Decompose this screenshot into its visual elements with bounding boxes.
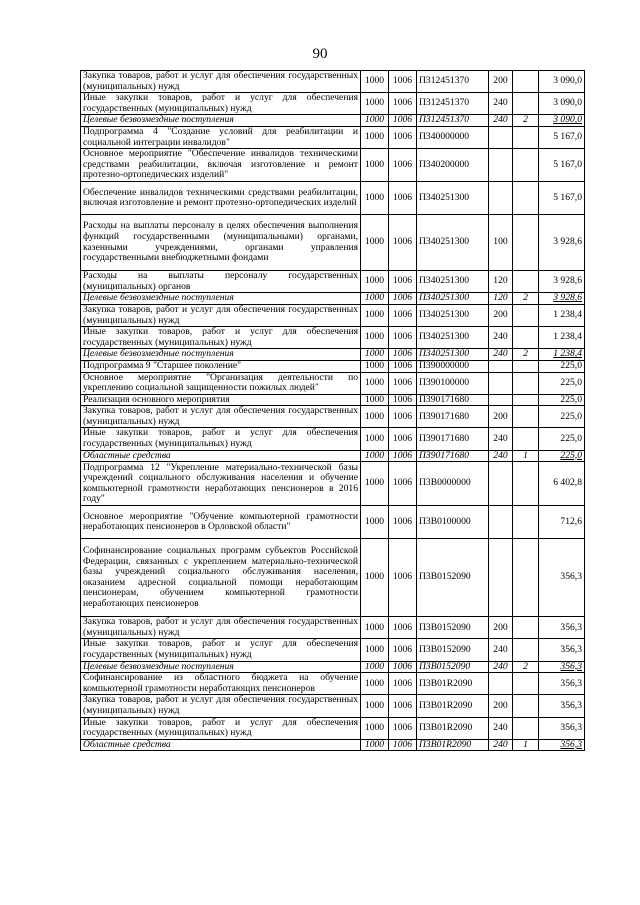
row-section: 1000 [361,462,389,506]
row-funding-source [513,327,539,349]
row-amount: 356,3 [539,673,585,695]
row-target-article: П340251300 [417,271,489,293]
row-section: 1000 [361,661,389,673]
row-funding-source: 2 [513,293,539,305]
row-name: Подпрограмма 9 "Старшее поколение" [81,360,361,372]
row-target-article: П340251300 [417,293,489,305]
row-amount: 3 928,6 [539,293,585,305]
row-name: Целевые безвозмездные поступления [81,293,361,305]
row-amount: 356,3 [539,739,585,751]
table-row [81,739,585,751]
table-row [81,394,585,406]
table-row [81,126,585,148]
row-subsection: 1006 [389,115,417,127]
row-name: Областные средства [81,450,361,462]
table-row [81,661,585,673]
row-section: 1000 [361,739,389,751]
row-subsection: 1006 [389,271,417,293]
row-subsection: 1006 [389,93,417,115]
row-target-article: П3В01R2090 [417,673,489,695]
row-funding-source [513,617,539,639]
row-target-article: П3В01R2090 [417,695,489,717]
row-section: 1000 [361,215,389,271]
row-expense-type [489,149,513,182]
row-funding-source [513,360,539,372]
row-expense-type: 200 [489,617,513,639]
row-expense-type: 100 [489,215,513,271]
row-funding-source [513,271,539,293]
row-funding-source [513,71,539,93]
row-target-article: П390100000 [417,372,489,394]
table-row [81,115,585,127]
row-target-article: П312451370 [417,71,489,93]
row-expense-type: 240 [489,739,513,751]
row-subsection: 1006 [389,506,417,539]
table-row [81,293,585,305]
row-expense-type: 240 [489,639,513,661]
row-subsection: 1006 [389,661,417,673]
row-funding-source [513,93,539,115]
row-amount: 5 167,0 [539,149,585,182]
row-funding-source: 2 [513,349,539,361]
row-funding-source [513,462,539,506]
row-target-article: П390000000 [417,360,489,372]
row-amount: 356,3 [539,717,585,739]
row-amount: 356,3 [539,695,585,717]
row-section: 1000 [361,327,389,349]
row-name: Целевые безвозмездные поступления [81,349,361,361]
row-section: 1000 [361,394,389,406]
table-row [81,617,585,639]
row-section: 1000 [361,71,389,93]
table-row [81,717,585,739]
table-row [81,406,585,428]
row-target-article: П3В01R2090 [417,717,489,739]
row-name: Подпрограмма 12 "Укрепление материально-технической базы учреждений социального обслуживания населения и обучение компьютерной грамотности неработающих пенсионеров в 2016 году" [81,462,361,506]
row-amount: 225,0 [539,372,585,394]
row-subsection: 1006 [389,304,417,326]
row-amount: 1 238,4 [539,327,585,349]
row-target-article: П312451370 [417,93,489,115]
table-row [81,695,585,717]
row-target-article: П340251300 [417,327,489,349]
row-name: Закупка товаров, работ и услуг для обеспечения государственных (муниципальных) нужд [81,304,361,326]
row-amount: 356,3 [539,617,585,639]
row-target-article: П3В0152090 [417,617,489,639]
row-name: Иные закупки товаров, работ и услуг для обеспечения государственных (муниципальных) нужд [81,93,361,115]
row-expense-type [489,360,513,372]
row-target-article: П3В0152090 [417,661,489,673]
row-amount: 6 402,8 [539,462,585,506]
table-row [81,149,585,182]
row-amount: 5 167,0 [539,182,585,215]
row-name: Иные закупки товаров, работ и услуг для обеспечения государственных (муниципальных) нужд [81,327,361,349]
row-expense-type: 200 [489,71,513,93]
row-target-article: П3В01R2090 [417,739,489,751]
table-row [81,506,585,539]
row-amount: 356,3 [539,661,585,673]
table-row [81,327,585,349]
row-funding-source [513,304,539,326]
row-expense-type: 240 [489,349,513,361]
row-name: Закупка товаров, работ и услуг для обеспечения государственных (муниципальных) нужд [81,617,361,639]
row-subsection: 1006 [389,372,417,394]
row-expense-type: 240 [489,93,513,115]
row-amount: 712,6 [539,506,585,539]
row-name: Основное мероприятие "Организация деятельности по укреплению социальной защищенности пожилых людей" [81,372,361,394]
row-section: 1000 [361,506,389,539]
row-expense-type [489,126,513,148]
row-subsection: 1006 [389,450,417,462]
row-name: Иные закупки товаров, работ и услуг для обеспечения государственных (муниципальных) нужд [81,639,361,661]
row-expense-type [489,673,513,695]
row-expense-type: 200 [489,695,513,717]
table-row [81,372,585,394]
row-section: 1000 [361,93,389,115]
row-subsection: 1006 [389,149,417,182]
row-section: 1000 [361,149,389,182]
row-expense-type: 240 [489,661,513,673]
row-name: Основное мероприятие "Обучение компьютерной грамотности неработающих пенсионеров в Орловской области" [81,506,361,539]
row-name: Софинансирование из областного бюджета на обучение компьютерной грамотности неработающих пенсионеров [81,673,361,695]
table-row [81,271,585,293]
row-expense-type: 240 [489,428,513,450]
table-row [81,71,585,93]
budget-table-body [81,71,585,751]
row-subsection: 1006 [389,293,417,305]
row-section: 1000 [361,304,389,326]
table-row [81,539,585,617]
row-section: 1000 [361,450,389,462]
row-expense-type [489,539,513,617]
row-section: 1000 [361,617,389,639]
row-subsection: 1006 [389,428,417,450]
row-section: 1000 [361,349,389,361]
row-section: 1000 [361,360,389,372]
row-funding-source [513,406,539,428]
row-subsection: 1006 [389,71,417,93]
row-funding-source [513,372,539,394]
row-funding-source [513,506,539,539]
row-funding-source: 1 [513,739,539,751]
row-amount: 3 090,0 [539,93,585,115]
row-amount: 3 928,6 [539,215,585,271]
row-expense-type [489,182,513,215]
row-target-article: П340251300 [417,304,489,326]
row-expense-type [489,372,513,394]
row-target-article: П390171680 [417,428,489,450]
row-expense-type: 240 [489,717,513,739]
row-name: Софинансирование социальных программ субъектов Российской Федерации, связанных с укреплением материально-технической базы учреждений социального обслуживания населения, оказанием адресной социальной помощи неработающим пенсионерам, обучением компьютерной грамотности неработающих пенсионеров [81,539,361,617]
table-row [81,428,585,450]
table-row [81,639,585,661]
row-target-article: П3В0100000 [417,506,489,539]
row-amount: 356,3 [539,639,585,661]
row-funding-source [513,182,539,215]
row-expense-type: 120 [489,271,513,293]
row-amount: 225,0 [539,450,585,462]
row-section: 1000 [361,539,389,617]
row-name: Основное мероприятие "Обеспечение инвалидов техническими средствами реабилитации, включая изготовление и ремонт протезно-ортопедических изделий" [81,149,361,182]
row-expense-type [489,394,513,406]
row-target-article: П3В0000000 [417,462,489,506]
row-amount: 3 928,6 [539,271,585,293]
row-target-article: П390171680 [417,394,489,406]
row-name: Подпрограмма 4 "Создание условий для реабилитации и социальной интеграции инвалидов" [81,126,361,148]
table-row [81,360,585,372]
row-expense-type [489,462,513,506]
table-row [81,93,585,115]
row-amount: 225,0 [539,394,585,406]
row-subsection: 1006 [389,126,417,148]
row-name: Областные средства [81,739,361,751]
table-row [81,215,585,271]
row-name: Закупка товаров, работ и услуг для обеспечения государственных (муниципальных) нужд [81,71,361,93]
row-subsection: 1006 [389,349,417,361]
row-target-article: П3В0152090 [417,539,489,617]
row-funding-source: 1 [513,450,539,462]
row-section: 1000 [361,126,389,148]
table-row [81,450,585,462]
row-section: 1000 [361,372,389,394]
row-section: 1000 [361,673,389,695]
row-subsection: 1006 [389,673,417,695]
row-amount: 225,0 [539,406,585,428]
row-section: 1000 [361,271,389,293]
row-name: Расходы на выплаты персоналу государственных (муниципальных) органов [81,271,361,293]
table-row [81,462,585,506]
row-amount: 1 238,4 [539,349,585,361]
row-funding-source [513,639,539,661]
row-funding-source [513,215,539,271]
row-target-article: П340251300 [417,215,489,271]
row-name: Расходы на выплаты персоналу в целях обеспечения выполнения функций государственными (муниципальными) органами, казенными учреждениями, органами управления государственными внебюджетными фондами [81,215,361,271]
row-name: Закупка товаров, работ и услуг для обеспечения государственных (муниципальных) нужд [81,695,361,717]
row-subsection: 1006 [389,215,417,271]
row-funding-source [513,428,539,450]
row-section: 1000 [361,406,389,428]
row-funding-source [513,149,539,182]
row-amount: 356,3 [539,539,585,617]
row-target-article: П340251300 [417,182,489,215]
row-amount: 5 167,0 [539,126,585,148]
row-subsection: 1006 [389,462,417,506]
row-subsection: 1006 [389,617,417,639]
table-row [81,304,585,326]
row-funding-source [513,126,539,148]
row-target-article: П340251300 [417,349,489,361]
row-funding-source [513,717,539,739]
row-funding-source: 2 [513,115,539,127]
row-subsection: 1006 [389,739,417,751]
row-funding-source: 2 [513,661,539,673]
row-amount: 225,0 [539,428,585,450]
row-amount: 1 238,4 [539,304,585,326]
row-target-article: П3В0152090 [417,639,489,661]
row-amount: 3 090,0 [539,71,585,93]
row-target-article: П390171680 [417,450,489,462]
row-target-article: П340000000 [417,126,489,148]
row-section: 1000 [361,428,389,450]
row-subsection: 1006 [389,327,417,349]
row-amount: 225,0 [539,360,585,372]
row-subsection: 1006 [389,717,417,739]
row-funding-source [513,539,539,617]
row-name: Иные закупки товаров, работ и услуг для обеспечения государственных (муниципальных) нужд [81,717,361,739]
table-row [81,673,585,695]
table-row [81,349,585,361]
row-expense-type: 240 [489,450,513,462]
row-section: 1000 [361,293,389,305]
row-expense-type [489,506,513,539]
row-funding-source [513,695,539,717]
row-section: 1000 [361,639,389,661]
row-target-article: П312451370 [417,115,489,127]
budget-table [80,70,585,751]
row-name: Целевые безвозмездные поступления [81,115,361,127]
row-expense-type: 200 [489,406,513,428]
row-section: 1000 [361,717,389,739]
row-name: Реализация основного мероприятия [81,394,361,406]
page-number: 90 [312,46,328,62]
row-funding-source [513,673,539,695]
row-section: 1000 [361,182,389,215]
row-target-article: П340200000 [417,149,489,182]
row-expense-type: 240 [489,115,513,127]
row-subsection: 1006 [389,639,417,661]
row-subsection: 1006 [389,182,417,215]
table-row [81,182,585,215]
row-name: Целевые безвозмездные поступления [81,661,361,673]
row-funding-source [513,394,539,406]
row-subsection: 1006 [389,394,417,406]
row-name: Закупка товаров, работ и услуг для обеспечения государственных (муниципальных) нужд [81,406,361,428]
row-section: 1000 [361,695,389,717]
row-section: 1000 [361,115,389,127]
row-name: Иные закупки товаров, работ и услуг для обеспечения государственных (муниципальных) нужд [81,428,361,450]
row-subsection: 1006 [389,695,417,717]
row-expense-type: 240 [489,327,513,349]
row-subsection: 1006 [389,360,417,372]
row-expense-type: 120 [489,293,513,305]
row-name: Обеспечение инвалидов техническими средствами реабилитации, включая изготовление и ремонт протезно-ортопедических изделий [81,182,361,215]
row-amount: 3 090,0 [539,115,585,127]
row-subsection: 1006 [389,539,417,617]
row-subsection: 1006 [389,406,417,428]
row-expense-type: 200 [489,304,513,326]
row-target-article: П390171680 [417,406,489,428]
